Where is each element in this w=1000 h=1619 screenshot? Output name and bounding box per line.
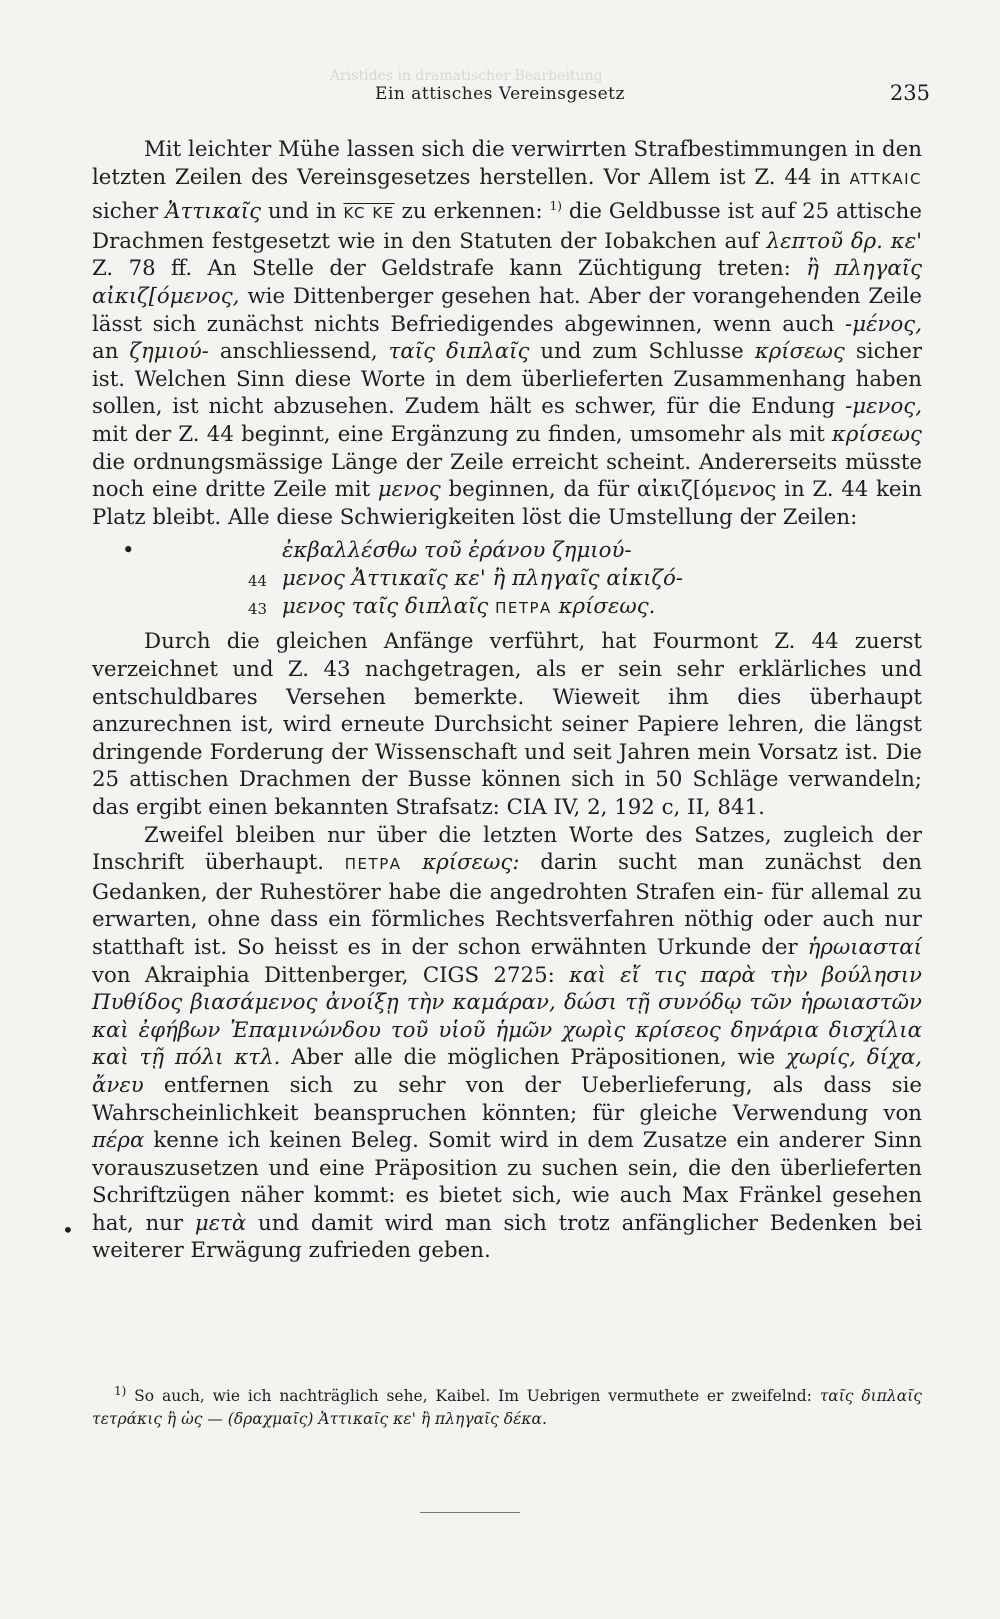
- inscription-block: [92, 537, 922, 622]
- inscription-letters: KC KE: [343, 204, 395, 223]
- inscription-line: 44 μενος Ἀττικαῖς κε' ἢ πληγαῖς αἰκιζό-: [92, 565, 922, 593]
- inscription-line: • ἐκβαλλέσθω τοῦ ἐράνου ζημιού-: [122, 538, 632, 564]
- running-title: Ein attisches Vereinsgesetz: [375, 84, 625, 104]
- page-number: 235: [889, 81, 930, 105]
- paragraph-3: Zweifel bleiben nur über die letzten Worte des Satzes, zugleich der Inschrift überhaupt. ΠΕΤΡΑ κρίσεως: darin sucht man zunächst den Gedanken, der Ruhestörer habe die angedrohten Strafen ein- für allemal zu erwarten, ohne dass ein förmliches Rechtsverfahren nöthig oder auch nur statthaft ist. So heisst es in der schon erwähnten Urkunde der ἡρωιασταί von Akraiphia Dittenberger, CIGS 2725: καὶ εἴ τις παρὰ τὴν βούλησιν Πυθίδος βιασάμενος ἀνοίξῃ τὴν καμάραν, δώσι τῇ συνόδῳ τῶν ἡρωιαστῶν καὶ ἐφήβων Ἐπαμινώνδου τοῦ υἱοῦ ἡμῶν χωρὶς κρίσεος δηνάρια δισχίλια καὶ τῇ πόλι κτλ. Aber alle die möglichen Präpositionen, wie χωρίς, δίχα, ἄνευ entfernen sich zu sehr von der Ueberlieferung, als dass sie Wahrscheinlichkeit beanspruchen könnten; für gleiche Verwendung von πέρα kenne ich keinen Beleg. Somit wird in dem Zusatze ein anderer Sinn vorauszusetzen und eine Präposition zu suchen sein, die den überlieferten Schriftzügen näher kommt: es bietet sich, wie auch Max Fränkel gesehen hat, nur μετὰ und damit wird man sich trotz anfänglicher Bedenken bei weiterer Erwägung zufrieden geben.: [92, 822, 923, 1264]
- main-text: [92, 136, 922, 1265]
- paragraph-2: Durch die gleichen Anfänge verführt, hat Fourmont Z. 44 zuerst verzeichnet und Z. 43 nachgetragen, als er sein sehr erklärliches und entschuldbares Versehen bemerkte. Wieweit ihm dies überhaupt anzurechnen ist, wird erneute Durchsicht seiner Papiere lehren, die längst dringende Forderung der Wissenschaft und seit Jahren mein Vorsatz ist. Die 25 attischen Drachmen der Busse können sich in 50 Schläge verwandeln; das ergibt einen bekannten Strafsatz: CIA IV, 2, 192 c, II, 841.: [92, 629, 922, 820]
- footnote-ref: 1): [549, 199, 562, 214]
- line-number: 44: [248, 572, 268, 591]
- inscription-letters: ATTKAIC: [849, 169, 922, 188]
- footnote-number: 1): [114, 1384, 127, 1398]
- margin-dot: •: [122, 538, 135, 564]
- bleed-through-text: Aristides in dramatischer Bearbeitung: [330, 68, 603, 84]
- inscription-line: 43 μενος ταῖς διπλαῖς ΠΕΤΡΑ κρίσεως.: [92, 593, 922, 622]
- footnote: $^{1)}$ So auch, wie ich nachträglich sehe, Kaibel. Im Uebrigen vermuthete er zweifelnd: ταῖς διπλαῖς τετράκις ἢ ὡς — (δραχμαῖς) Ἀττικαῖς κε' ἢ πληγαῖς δέκα.: [92, 1384, 922, 1429]
- paragraph-1: Mit leichter Mühe lassen sich die verwirrten Strafbestimmungen in den letzten Zeilen des Vereinsgesetzes herstellen. Vor Allem ist Z. 44 in ATTKAIC sicher Ἀττικαῖς und in KC KE zu erkennen: $^{1)}$ die Geldbusse ist auf 25 attische Drachmen festgesetzt wie in den Statuten der Iobakchen auf λεπτοῦ δρ. κε' Z. 78 ff. An Stelle der Geldstrafe kann Züchtigung treten: ἢ πληγαῖς αἰκιζ[όμενος, wie Dittenberger gesehen hat. Aber der vorangehenden Zeile lässt sich zunächst nichts Befriedigendes abgewinnen, wenn auch -μένος, an ζημιού- anschliessend, ταῖς διπλαῖς und zum Schlusse κρίσεως sicher ist. Welchen Sinn diese Worte in dem überlieferten Zusammenhang haben sollen, ist nicht abzusehen. Zudem hält es schwer, für die Endung -μενος, mit der Z. 44 beginnt, eine Ergänzung zu finden, umsomehr als mit κρίσεως die ordnungsmässige Länge der Zeile erreicht scheint. Andererseits müsste noch eine dritte Zeile mit μενος beginnen, da für αἰκιζ[όμενος in Z. 44 kein Platz bleibt. Alle diese Schwierigkeiten löst die Umstellung der Zeilen:: [92, 137, 923, 530]
- margin-dot: •: [62, 1218, 74, 1242]
- bottom-rule: [420, 1512, 520, 1513]
- line-number: 43: [248, 600, 268, 619]
